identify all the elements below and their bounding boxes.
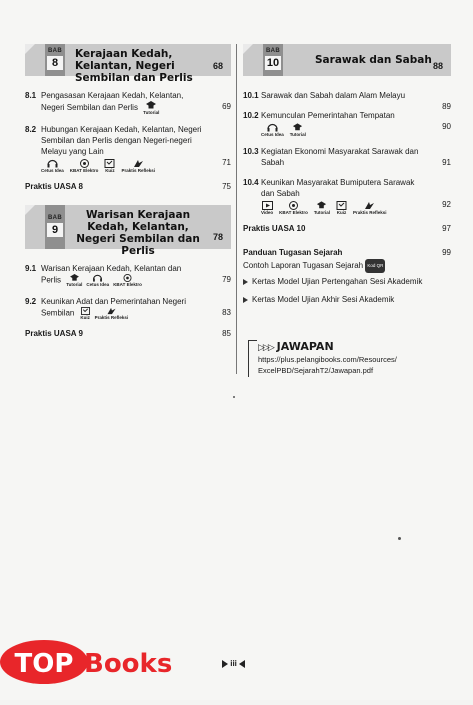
- chapter-9-banner: [25, 205, 231, 257]
- entry-number: 8.2: [25, 125, 37, 134]
- kbat-elektro-icon[interactable]: [113, 274, 142, 287]
- entry-text: Warisan Kerajaan Kedah, Kelantan dan: [41, 264, 182, 273]
- entry-page: 79: [222, 275, 231, 284]
- panduan-section: [243, 247, 451, 306]
- triangle-bullet-icon: [243, 297, 248, 303]
- icon-label: KBAT Elektro: [69, 168, 99, 173]
- bab-label: BAB: [48, 215, 62, 221]
- praktis-refleksi-icon[interactable]: [353, 201, 387, 215]
- bab-label: BAB: [48, 48, 62, 54]
- speck: [398, 537, 401, 540]
- entry-number: 10.2: [243, 111, 259, 120]
- entry-icons: [261, 201, 429, 215]
- icon-label: Kuiz: [105, 168, 115, 173]
- toc-entry-8-2[interactable]: [25, 124, 231, 173]
- bab-tab: [45, 44, 65, 76]
- toc-entry-8-1[interactable]: [25, 90, 231, 115]
- jawapan-box: [248, 340, 448, 380]
- chapter-title: Sarawak dan Sabah: [315, 54, 432, 66]
- entry-text: Kemunculan Pemerintahan Tempatan: [261, 111, 395, 120]
- page-roman: iii: [230, 659, 237, 668]
- chapter-number: 8: [47, 56, 63, 70]
- icon-label: Praktis Refleksi: [353, 210, 387, 215]
- right-column: [243, 44, 451, 306]
- entry-page: 92: [442, 200, 451, 209]
- icon-label: Cetus Idea: [261, 132, 284, 137]
- bab-tab: [263, 44, 283, 76]
- icon-label: Praktis Refleksi: [94, 315, 129, 320]
- entry-number: 9.1: [25, 264, 37, 273]
- praktis-refleksi-icon[interactable]: [95, 307, 129, 320]
- jawapan-label: JAWAPAN: [276, 340, 334, 353]
- entry-text: Keunikan Adat dan Pemerintahan Negeri: [41, 297, 186, 306]
- entry-text: Kegiatan Ekonomi Masyarakat Sarawak dan Sabah: [261, 147, 419, 167]
- entry-number: 8.1: [25, 91, 37, 100]
- topbooks-logo: [0, 638, 190, 700]
- chapter-title: Kerajaan Kedah, Kelantan, Negeri Sembilan dan Perlis: [75, 48, 193, 84]
- logo-graphic: [0, 638, 190, 700]
- chapter-number: 10: [266, 57, 280, 69]
- icon-label: Tutorial: [289, 132, 306, 137]
- kbat-elektro-icon[interactable]: [70, 159, 99, 173]
- contoh-label: Contoh Laporan Tugasan Sejarah: [243, 261, 364, 271]
- toc-entry-10-2[interactable]: [243, 110, 451, 137]
- chapter-number: 9: [47, 223, 63, 237]
- banner-fold: [243, 44, 253, 54]
- toc-entry-10-3[interactable]: [243, 146, 451, 168]
- entry-page: 91: [442, 158, 451, 167]
- entry-page: 90: [442, 122, 451, 131]
- icon-label: Tutorial: [66, 282, 83, 287]
- chapter-page: 88: [432, 61, 443, 71]
- toc-entry-9-1[interactable]: [25, 263, 231, 287]
- praktis-uasa-10[interactable]: [243, 224, 451, 233]
- entry-icons: [41, 159, 209, 173]
- praktis-page: 75: [222, 182, 231, 191]
- entry-number: 9.2: [25, 297, 37, 306]
- kbat-elektro-icon[interactable]: [279, 201, 308, 215]
- jawapan-link[interactable]: [258, 354, 397, 376]
- chapter-page: 78: [212, 232, 223, 242]
- jawapan-heading: [258, 340, 334, 353]
- panduan-page: 99: [442, 248, 451, 257]
- icon-label: KBAT Elektro: [279, 210, 308, 215]
- entry-text: Keunikan Masyarakat Bumiputera Sarawak dan Sabah: [261, 178, 415, 198]
- praktis-label: Praktis UASA 9: [25, 329, 83, 338]
- tutorial-icon[interactable]: [143, 101, 159, 115]
- entry-number: 10.4: [243, 178, 259, 187]
- panduan-title-row[interactable]: [243, 247, 451, 259]
- icon-label: Kuiz: [336, 210, 347, 215]
- icon-label: Tutorial: [143, 110, 160, 115]
- tutorial-icon[interactable]: [290, 123, 306, 137]
- praktis-uasa-8[interactable]: [25, 182, 231, 191]
- entry-text: Sarawak dan Sabah dalam Alam Melayu: [261, 91, 406, 100]
- kod-qr-badge[interactable]: Kod QR: [365, 259, 385, 273]
- toc-entry-10-4[interactable]: [243, 177, 451, 215]
- left-column: [25, 44, 231, 352]
- praktis-uasa-9[interactable]: [25, 329, 231, 338]
- bullet-text: Kertas Model Ujian Pertengahan Sesi Akademik: [252, 277, 423, 286]
- kuiz-icon[interactable]: [336, 201, 347, 215]
- cetus-idea-icon[interactable]: [261, 123, 284, 137]
- banner-fold: [25, 205, 35, 215]
- bullet-item[interactable]: [243, 294, 451, 306]
- entry-page: 69: [222, 102, 231, 111]
- chapter-10-banner: [243, 44, 451, 76]
- entry-page: 83: [222, 308, 231, 317]
- praktis-page: 85: [222, 329, 231, 338]
- entry-icons: [261, 123, 429, 137]
- triple-chevron-icon: ▷▷▷: [258, 343, 273, 353]
- chapter-8-banner: [25, 44, 231, 84]
- entry-number: 10.1: [243, 91, 259, 100]
- cetus-idea-icon[interactable]: [41, 159, 64, 173]
- entry-page: 71: [222, 158, 231, 167]
- page-number: [222, 659, 245, 668]
- entry-page: 89: [442, 102, 451, 111]
- bullet-item[interactable]: [243, 276, 451, 288]
- banner-fold: [25, 44, 35, 54]
- cetus-idea-icon[interactable]: [86, 274, 109, 287]
- toc-entry-10-1[interactable]: [243, 90, 451, 111]
- icon-label: Cetus Idea: [41, 168, 64, 173]
- bab-tab: [45, 205, 65, 249]
- contoh-laporan[interactable]: [243, 259, 451, 273]
- bullet-text: Kertas Model Ujian Akhir Sesi Akademik: [252, 295, 395, 304]
- chapter-title: Warisan Kerajaan Kedah, Kelantan, Negeri Sembilan dan Perlis: [76, 209, 200, 257]
- entry-text-cont: Perlis: [41, 275, 62, 285]
- column-divider: [236, 44, 237, 374]
- kuiz-icon[interactable]: [80, 307, 91, 320]
- praktis-refleksi-icon[interactable]: [121, 159, 155, 173]
- icon-label: Praktis Refleksi: [121, 168, 155, 173]
- praktis-label: Praktis UASA 10: [243, 224, 306, 233]
- tutorial-icon[interactable]: [66, 274, 82, 287]
- praktis-label: Praktis UASA 8: [25, 182, 83, 191]
- triangle-bullet-icon: [243, 279, 248, 285]
- praktis-page: 97: [442, 224, 451, 233]
- url-line-1: https://plus.pelangibooks.com/Resources/: [258, 355, 397, 364]
- tutorial-icon[interactable]: [314, 201, 330, 215]
- kuiz-icon[interactable]: [104, 159, 115, 173]
- video-icon[interactable]: [261, 201, 273, 215]
- logo-top-text: TOP: [14, 649, 74, 679]
- bab-label: BAB: [266, 48, 280, 54]
- jawapan-bracket: [248, 340, 257, 377]
- speck: [233, 396, 235, 398]
- icon-label: KBAT Elektro: [113, 282, 142, 287]
- panduan-title: Panduan Tugasan Sejarah: [243, 248, 343, 257]
- triangle-right-icon: [222, 660, 228, 668]
- toc-entry-9-2[interactable]: [25, 296, 231, 320]
- icon-label: Tutorial: [313, 210, 331, 215]
- entry-number: 10.3: [243, 147, 259, 156]
- entry-text: Pengasasan Kerajaan Kedah, Kelantan, Negeri Sembilan dan Perlis: [41, 91, 184, 113]
- entry-text: Hubungan Kerajaan Kedah, Kelantan, Negeri Sembilan dan Perlis dengan Negeri-negeri Melayu yang Lain: [41, 125, 202, 156]
- triangle-left-icon: [239, 660, 245, 668]
- chapter-page: 68: [212, 61, 223, 71]
- logo-books-text: Books: [84, 649, 173, 679]
- entry-text-cont: Sembilan: [41, 308, 75, 318]
- icon-label: Video: [261, 210, 274, 215]
- icon-label: Cetus Idea: [86, 282, 110, 287]
- url-line-2: ExcelPBD/SejarahT2/Jawapan.pdf: [258, 366, 374, 375]
- icon-label: Kuiz: [80, 315, 90, 320]
